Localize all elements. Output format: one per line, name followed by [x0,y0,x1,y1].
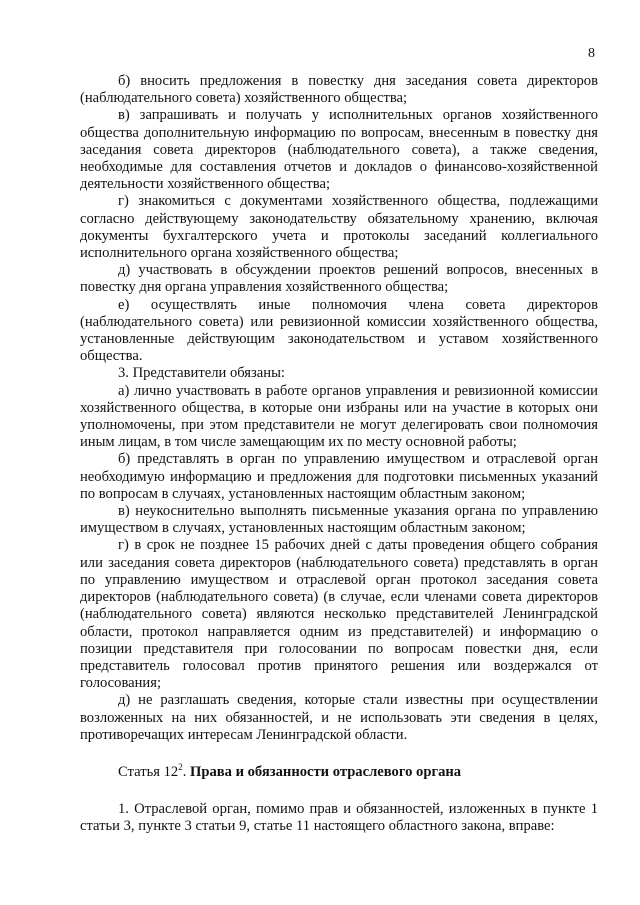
document-body [80,73,598,836]
paragraph-duty-b: б) представлять в орган по управлению имуществом и отраслевой орган необходимую информацию и предложения для подготовки письменных указаний по вопросам в случаях, установленных настоящим областным законом; [80,451,598,502]
article-separator: . [182,763,190,780]
page-number: 8 [588,46,595,61]
paragraph-clause-3-heading: 3. Представители обязаны: [118,365,285,382]
paragraph-item-g-documents: г) знакомиться с документами хозяйственного общества, подлежащими согласно действующему законодательству обязательному хранению, включая документы бухгалтерского учета и протоколы заседаний коллегиального исполнительного органа хозяйственного общества; [80,193,598,262]
paragraph-duty-d: д) не разглашать сведения, которые стали известны при осуществлении возложенных на них обязанностей, и не использовать эти сведения в целях, противоречащих интересам Ленинградской области. [80,692,598,743]
article-heading [80,764,598,781]
article-prefix: Статья 12 [118,763,179,780]
paragraph-item-e-other-powers: е) осуществлять иные полномочия члена совета директоров (наблюдательного совета) или ревизионной комиссии хозяйственного общества, установленные действующим законодательством и уставом хозяйственного общества. [80,296,598,365]
paragraph-article-clause-1: 1. Отраслевой орган, помимо прав и обязанностей, изложенных в пункте 1 статьи 3, пункте 3 статьи 9, статье 11 настоящего областного закона, вправе: [80,801,598,835]
paragraph-item-d-discussion: д) участвовать в обсуждении проектов решений вопросов, внесенных в повестку дня органа управления хозяйственного общества; [80,262,598,296]
paragraph-item-b-proposals: б) вносить предложения в повестку дня заседания совета директоров (наблюдательного совета) хозяйственного общества; [80,73,598,107]
article-superscript: 2 [178,762,183,773]
paragraph-item-v-request-info: в) запрашивать и получать у исполнительных органов хозяйственного общества дополнительную информацию по вопросам, внесенным в повестку дня заседания совета директоров (наблюдательного совета), а также сведения, необходимые для составления отчетов и докладов о финансово-хозяйственной деятельности хозяйственного общества; [80,107,598,193]
paragraph-duty-v: в) неукоснительно выполнять письменные указания органа по управлению имуществом в случаях, установленных настоящим областным законом; [80,503,598,537]
paragraph-duty-a: а) лично участвовать в работе органов управления и ревизионной комиссии хозяйственного общества, в которые они избраны или на участие в которых они уполномочены, при этом представители не могут делегировать свои полномочия иным лицам, в том числе замещающим их по месту основной работы; [80,382,598,451]
paragraph-duty-g: г) в срок не позднее 15 рабочих дней с даты проведения общего собрания или заседания совета директоров (наблюдательного совета) представлять в орган по управлению имуществом и отраслевой орган протокол заседания совета директоров (наблюдательного совета) (в случае, если членами совета директоров (наблюдательного совета) являются несколько представителей Ленинградской области, протокол направляется одним из представителей) и информацию о позиции представителя при голосовании по вопросам повестки дня, если представитель голосовал против принятого решения или воздержался от голосования; [80,537,598,692]
article-title: Права и обязанности отраслевого органа [189,763,462,780]
